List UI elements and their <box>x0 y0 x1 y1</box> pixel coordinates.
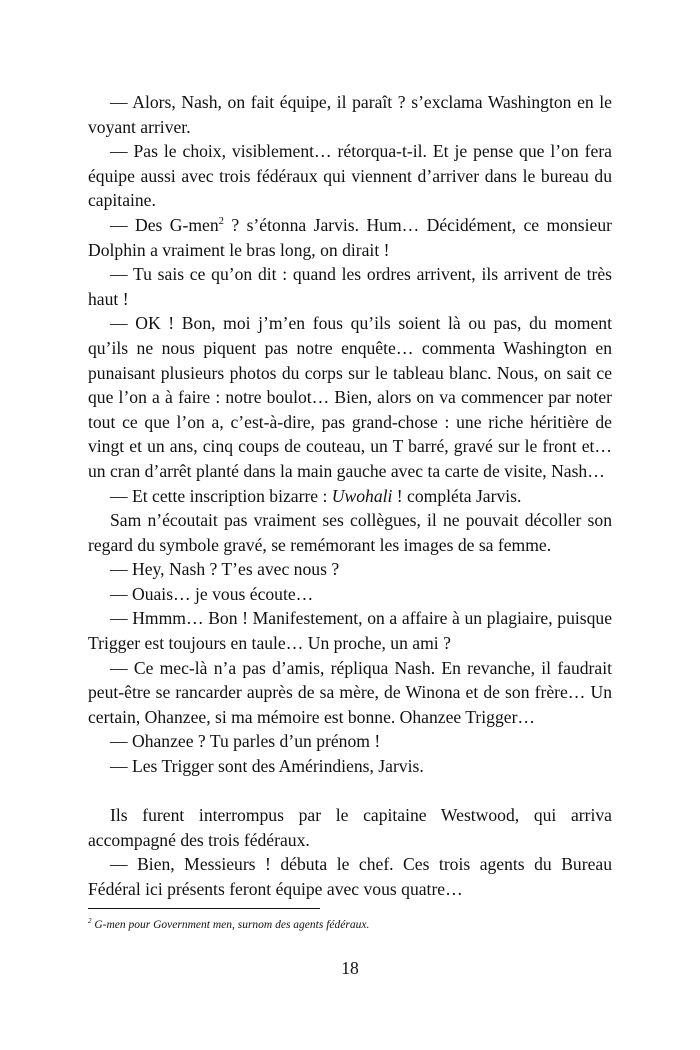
footnote-text: G-men pour Government men, surnom des agents fédéraux. <box>91 919 370 931</box>
section-break <box>88 779 612 804</box>
paragraph-text: — Et cette inscription bizarre : <box>110 485 332 506</box>
paragraph-text: ? s’étonna Jarvis. Hum… Décidément, ce monsieur Dolphin a vraiment le bras long, on dirait ! <box>88 214 613 260</box>
paragraph-text: ! compléta Jarvis. <box>392 485 522 506</box>
paragraph: — Alors, Nash, on fait équipe, il paraît ? s’exclama Washington en le voyant arriver. <box>88 92 612 137</box>
paragraph: — Hey, Nash ? T’es avec nous ? <box>110 559 340 580</box>
paragraph: — Ohanzee ? Tu parles d’un prénom ! <box>110 731 381 752</box>
paragraph: — Tu sais ce qu’on dit : quand les ordres arrivent, ils arrivent de très haut ! <box>88 264 612 309</box>
paragraph: — Pas le choix, visiblement… rétorqua-t-il. Et je pense que l’on fera équipe aussi avec trois fédéraux qui viennent d’arriver dans le bureau du capitaine. <box>88 141 612 211</box>
paragraph: Ils furent interrompus par le capitaine Westwood, qui arriva accompagné des trois fédéraux. <box>88 805 612 850</box>
footnote <box>88 918 612 933</box>
footnote-reference: 2 <box>218 216 224 228</box>
paragraph <box>88 213 612 262</box>
footnote-marker: 2 <box>88 918 92 926</box>
paragraph: — OK ! Bon, moi j’m’en fous qu’ils soient là ou pas, du moment qu’ils ne nous piquent pas notre enquête… commenta Washington en punaisant plusieurs photos du corps sur le tableau blanc. Nous, on sait ce que l’on a à faire : notre boulot… Bien, alors on va commencer par noter tout ce que l’on a, c’est-à-dire, pas grand-chose : une riche héritière de vingt et un ans, cinq coups de couteau, un T barré, gravé sur le front et… un cran d’arrêt planté dans la main gauche avec ta carte de visite, Nash… <box>88 313 612 481</box>
italic-word: Uwohali <box>331 485 393 506</box>
paragraph: — Hmmm… Bon ! Manifestement, on a affaire à un plagiaire, puisque Trigger est toujours en taule… Un proche, un ami ? <box>88 608 612 654</box>
paragraph: — Les Trigger sont des Amérindiens, Jarvis. <box>110 756 424 777</box>
body-text <box>88 90 612 902</box>
page-number: 18 <box>341 958 359 978</box>
paragraph: — Ce mec-là n’a pas d’amis, répliqua Nash. En revanche, il faudrait peut-être se rancarder auprès de sa mère, de Winona et de son frère… Un certain, Ohanzee, si ma mémoire est bonne. Ohanzee Trigger… <box>88 657 612 727</box>
paragraph: Sam n’écoutait pas vraiment ses collègues, il ne pouvait décoller son regard du symbole gravé, se remémorant les images de sa femme. <box>88 510 612 555</box>
paragraph: — Bien, Messieurs ! débuta le chef. Ces trois agents du Bureau Fédéral ici présents feront équipe avec vous quatre… <box>88 854 612 899</box>
footnote-divider <box>88 908 320 909</box>
paragraph <box>88 484 612 509</box>
paragraph-text: — Des G-men <box>110 214 219 235</box>
paragraph: — Ouais… je vous écoute… <box>110 583 314 604</box>
